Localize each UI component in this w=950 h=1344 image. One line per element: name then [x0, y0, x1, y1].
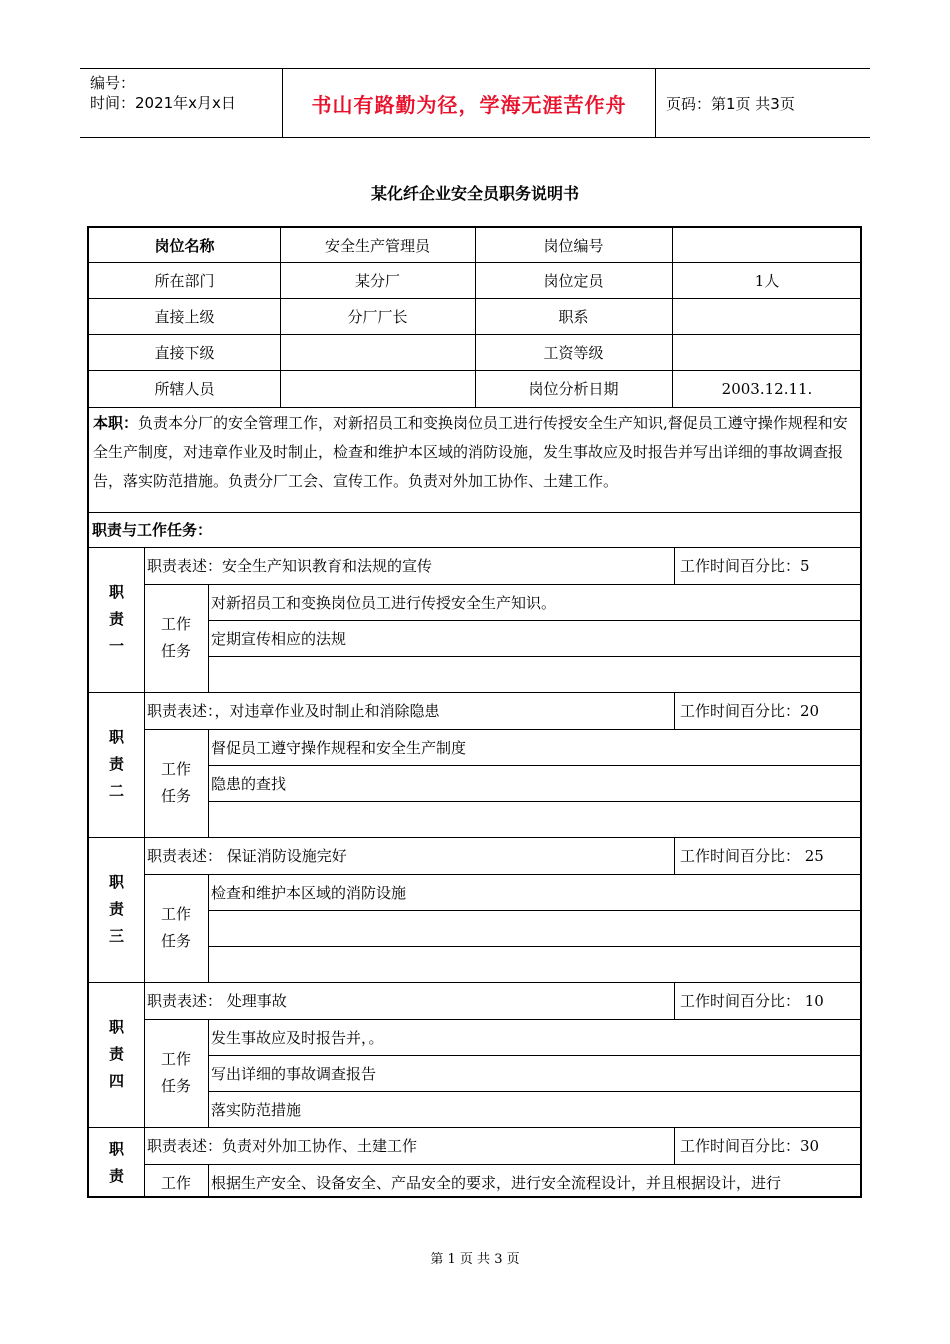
header-left [90, 73, 236, 113]
info-key-supervisor: 直接上级 [154, 307, 215, 326]
task-label-part: 任务 [160, 787, 191, 805]
info-value-salary-grade [672, 334, 862, 370]
info-value-position-code [672, 228, 862, 262]
task-item: 写出详细的事故调查报告 [211, 1064, 377, 1083]
duty-title-char: 责 [108, 610, 124, 628]
task-item: 隐患的查找 [211, 774, 287, 793]
task-item: 检查和维护本区域的消防设施 [211, 883, 407, 902]
duty-title [89, 1127, 144, 1198]
task-item: 落实防范措施 [211, 1100, 302, 1119]
duty-title-char: 责 [108, 1166, 124, 1185]
duty-statement: 职责表述： 处理事故 [147, 992, 287, 1010]
info-value-position-name: 安全生产管理员 [324, 236, 430, 255]
duty-title-char: 责 [108, 1045, 124, 1063]
duty-title-char: 职 [108, 873, 124, 891]
duty-time-percentage: 工作时间百分比：20 [680, 702, 820, 720]
task-label [144, 874, 208, 982]
duty-summary-label: 本职： [93, 414, 139, 432]
duty-title-char: 三 [108, 927, 124, 945]
duty-title [89, 547, 144, 692]
page-info: 页码：第1页 共3页 [666, 95, 795, 113]
task-item [208, 656, 862, 692]
document-title: 某化纤企业安全员职务说明书 [370, 184, 579, 203]
task-label-part: 工作 [160, 760, 191, 778]
info-key-headcount: 岗位定员 [543, 271, 604, 290]
duty-time-percentage: 工作时间百分比： 25 [680, 847, 824, 865]
info-value-supervisor: 分厂厂长 [347, 307, 408, 326]
info-key-analysis-date: 岗位分析日期 [528, 380, 619, 398]
duty-title-char: 一 [108, 637, 124, 655]
task-label-part: 工作 [160, 1050, 191, 1068]
duty-title-char: 责 [108, 755, 124, 773]
info-key-subordinates: 直接下级 [154, 343, 215, 362]
info-key-department: 所在部门 [154, 271, 215, 290]
info-key-salary-grade: 工资等级 [543, 343, 604, 362]
info-value-job-family [672, 298, 862, 334]
page-footer: 第 1 页 共 3 页 [430, 1252, 520, 1267]
duty-statement: 职责表述： 保证消防设施完好 [147, 847, 347, 865]
duty-summary [89, 408, 862, 512]
info-value-staff [280, 370, 475, 407]
duty-summary-text: 负责本分厂的安全管理工作，对新招员工和变换岗位员工进行传授安全生产知识,督促员工遵守操作规程和安全生产制度，对违章作业及时制止，检查和维护本区域的消防设施，发生事故应及时报告并写出详细的事故调查报告，落实防范措施。负责分厂工会、宣传工作。负责对外加工协作、土建工作。 [93, 414, 848, 490]
task-label-part: 任务 [160, 1077, 191, 1095]
duty-title-char: 职 [108, 1018, 124, 1036]
duty-title-char: 职 [108, 583, 124, 601]
info-key-job-family: 职系 [558, 307, 589, 326]
responsibilities-heading: 职责与工作任务： [92, 521, 213, 539]
task-item: 定期宣传相应的法规 [211, 629, 347, 648]
task-label [144, 1019, 208, 1127]
task-item [208, 910, 862, 946]
job-description-form [87, 226, 862, 1198]
code-label: 编号： [90, 74, 136, 92]
task-item [208, 946, 862, 982]
duty-title-char: 职 [108, 1139, 124, 1158]
info-key-position-name: 岗位名称 [154, 236, 215, 255]
duty-time-percentage: 工作时间百分比：30 [680, 1137, 820, 1155]
task-item: 根据生产安全、设备安全、产品安全的要求，进行安全流程设计，并且根据设计，进行 [211, 1173, 782, 1192]
task-label-part: 任务 [160, 642, 191, 660]
duty-time-percentage: 工作时间百分比： 10 [680, 992, 824, 1010]
info-key-position-code: 岗位编号 [543, 236, 604, 255]
task-item: 督促员工遵守操作规程和安全生产制度 [211, 738, 467, 757]
info-value-subordinates [280, 334, 475, 370]
duty-title-char: 责 [108, 900, 124, 918]
duty-title [89, 692, 144, 837]
duty-time-percentage: 工作时间百分比：5 [680, 557, 810, 575]
task-item: 对新招员工和变换岗位员工进行传授安全生产知识。 [211, 593, 557, 612]
duty-statement: 职责表述：安全生产知识教育和法规的宣传 [147, 557, 433, 575]
page-header [80, 68, 870, 138]
duty-title-char: 二 [108, 782, 124, 800]
duty-title [89, 837, 144, 982]
info-value-department: 某分厂 [354, 271, 400, 290]
info-key-staff: 所辖人员 [154, 380, 215, 398]
task-label [144, 729, 208, 837]
duty-title-char: 四 [108, 1072, 124, 1090]
duty-title-char: 职 [108, 728, 124, 746]
task-label [144, 584, 208, 692]
info-value-headcount: 1人 [754, 271, 780, 290]
task-item [208, 801, 862, 837]
task-label: 工作 [160, 1173, 191, 1192]
duty-statement: 职责表述：负责对外加工协作、土建工作 [147, 1137, 418, 1155]
motto: 书山有路勤为径，学海无涯苦作舟 [282, 69, 656, 137]
task-item: 发生事故应及时报告并，。 [211, 1028, 384, 1047]
duty-title [89, 982, 144, 1127]
duty-statement: 职责表述：，对违章作业及时制止和消除隐患 [147, 702, 440, 720]
time-label: 时间：2021年x月x日 [90, 94, 236, 112]
task-label-part: 工作 [160, 905, 191, 923]
task-label-part: 工作 [160, 615, 191, 633]
task-label-part: 任务 [160, 932, 191, 950]
info-value-analysis-date: 2003.12.11. [721, 379, 813, 398]
